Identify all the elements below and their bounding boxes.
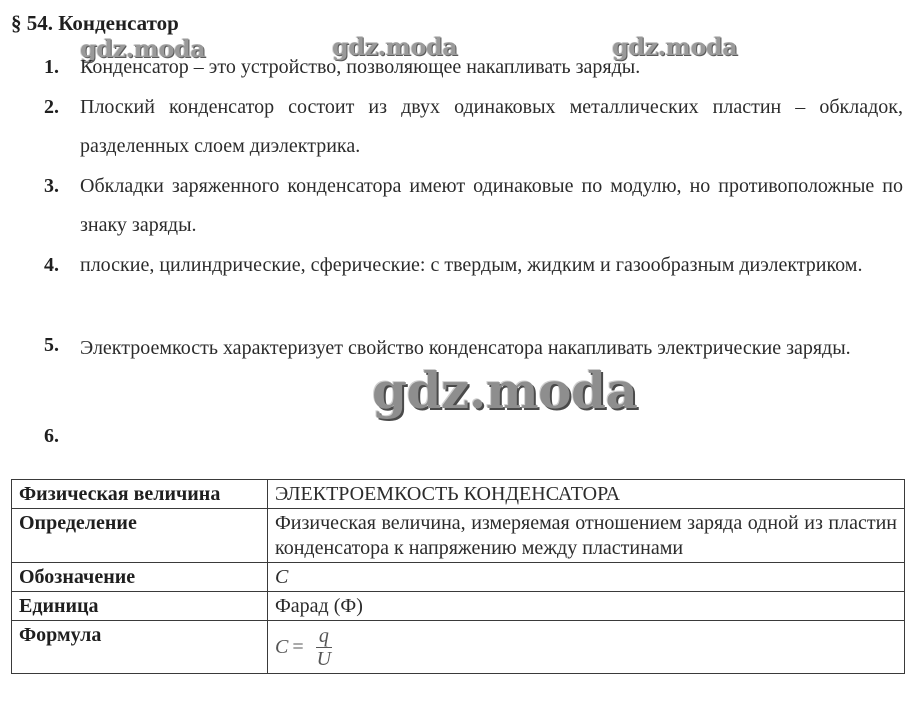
capacitance-table [11, 479, 905, 674]
item-number: 2. [44, 96, 59, 118]
item-text: Электроемкость характеризует свойство конденсатора накапливать электрические заряды. [80, 337, 851, 359]
item-number: 4. [44, 254, 59, 276]
table-row [12, 592, 905, 621]
watermark-center: gdz.moda [372, 361, 638, 420]
formula-equals: = [292, 636, 304, 658]
row-value: ЭЛЕКТРОЕМКОСТЬ КОНДЕНСАТОРА [268, 480, 905, 509]
row-value [268, 621, 905, 674]
item-text: Конденсатор – это устройство, позволяющее накапливать заряды. [80, 56, 641, 78]
watermark-top-right: gdz.moda [612, 32, 738, 61]
watermark-top-left: gdz.moda [80, 34, 206, 63]
item-text: Плоский конденсатор состоит из двух одинаковых металлических пластин – обкладок, разделенных слоем диэлектрика. [80, 96, 903, 157]
table-row [12, 563, 905, 592]
formula-numerator: q [316, 625, 332, 648]
formula-fraction [314, 625, 334, 670]
page-title: § 54. Конденсатор [11, 11, 179, 35]
row-label: Формула [12, 621, 268, 674]
row-value: Фарад (Ф) [268, 592, 905, 621]
item-number: 1. [44, 56, 59, 78]
table-row [12, 480, 905, 509]
row-value: C [268, 563, 905, 592]
table-row [12, 621, 905, 674]
row-label: Определение [12, 509, 268, 563]
item-number: 6. [44, 425, 59, 447]
formula-lhs: C [275, 636, 289, 658]
item-text: плоские, цилиндрические, сферические: с твердым, жидким и газообразным диэлектриком. [80, 254, 863, 276]
capacitance-formula [275, 625, 334, 670]
item-number: 5. [44, 334, 59, 356]
table-row [12, 509, 905, 563]
item-text: Обкладки заряженного конденсатора имеют одинаковые по модулю, но противоположные по знаку заряды. [80, 175, 903, 236]
item-number: 3. [44, 175, 59, 197]
watermark-top-center: gdz.moda [332, 32, 458, 61]
formula-denominator: U [316, 648, 332, 670]
row-label: Единица [12, 592, 268, 621]
row-value: Физическая величина, измеряемая отношением заряда одной из пластин конденсатора к напряжению между пластинами [268, 509, 905, 563]
row-label: Обозначение [12, 563, 268, 592]
row-label: Физическая величина [12, 480, 268, 509]
